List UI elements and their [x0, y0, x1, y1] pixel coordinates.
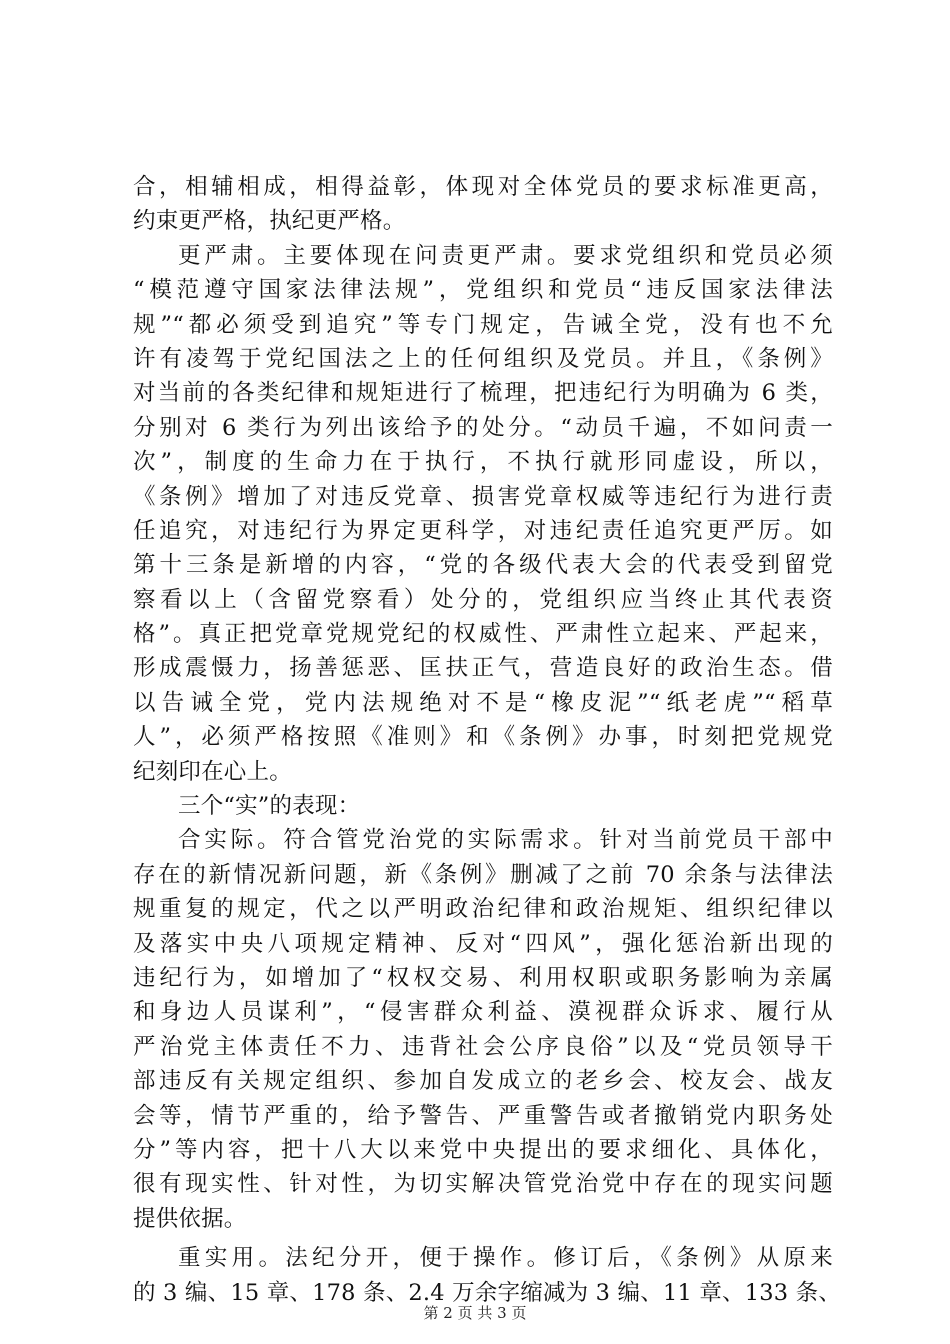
text-line: 合，相辅相成，相得益彰，体现对全体党员的要求标准更高，	[133, 174, 833, 200]
text-line: 严治党主体责任不力、违背社会公序良俗”以及“党员领导干	[133, 1033, 833, 1060]
text-line: 以告诫全党，党内法规绝对不是“橡皮泥”“纸老虎”“稻草	[133, 689, 833, 716]
text-line: 会等，情节严重的，给予警告、严重警告或者撤销党内职务处	[133, 1102, 833, 1129]
text-line: 及落实中央八项规定精神、反对“四风”，强化惩治新出现的	[133, 930, 833, 957]
text-line: 纪刻印在心上。	[133, 758, 292, 785]
text-line: 察看以上（含留党察看）处分的，党组织应当终止其代表资	[133, 586, 833, 613]
text-line: 更严肃。主要体现在问责更严肃。要求党组织和党员必须	[178, 242, 833, 269]
text-line: 次”，制度的生命力在于执行，不执行就形同虚设，所以，	[133, 449, 833, 476]
text-line: 很有现实性、针对性，为切实解决管党治党中存在的现实问题	[133, 1171, 833, 1198]
text-line: 违纪行为，如增加了“权权交易、利用权职或职务影响为亲属	[133, 964, 833, 991]
text-line: “模范遵守国家法律法规”，党组织和党员“违反国家法律法	[133, 277, 833, 304]
text-line: 和身边人员谋利”，“侵害群众利益、漠视群众诉求、履行从	[133, 999, 833, 1026]
text-line: 人”，必须严格按照《准则》和《条例》办事，时刻把党规党	[133, 724, 833, 751]
text-line: 分别对 6 类行为列出该给予的处分。“动员千遍，不如问责一	[133, 414, 833, 441]
text-line: 《条例》增加了对违反党章、损害党章权威等违纪行为进行责	[133, 483, 833, 510]
text-line: 许有凌驾于党纪国法之上的任何组织及党员。并且，《条例》	[133, 345, 833, 372]
text-line: 的 3 编、15 章、178 条、2.4 万余字缩减为 3 编、11 章、133 条、	[133, 1279, 842, 1306]
text-line: 重实用。法纪分开，便于操作。修订后，《条例》从原来	[178, 1245, 833, 1272]
text-line: 规”“都必须受到追究”等专门规定，告诫全党，没有也不允	[133, 311, 833, 338]
text-line: 规重复的规定，代之以严明政治纪律和政治规矩、组织纪律以	[133, 896, 833, 923]
text-line: 存在的新情况新问题，新《条例》删减了之前 70 余条与法律法	[133, 861, 833, 888]
text-line: 对当前的各类纪律和规矩进行了梳理，把违纪行为明确为 6 类，	[133, 380, 833, 407]
text-line: 任追究，对违纪行为界定更科学，对违纪责任追究更严厉。如	[133, 517, 833, 544]
section-heading: 三个“实”的表现：	[178, 793, 361, 820]
text-line: 形成震慑力，扬善惩恶、匡扶正气，营造良好的政治生态。借	[133, 655, 833, 682]
text-line: 部违反有关规定组织、参加自发成立的老乡会、校友会、战友	[133, 1068, 833, 1095]
text-line: 第十三条是新增的内容，“党的各级代表大会的代表受到留党	[133, 552, 833, 579]
text-line: 分”等内容，把十八大以来党中央提出的要求细化、具体化，	[133, 1136, 833, 1163]
text-line: 合实际。符合管党治党的实际需求。针对当前党员干部中	[178, 827, 833, 854]
body-text	[133, 170, 842, 1310]
page-footer: 第 2 页 共 3 页	[423, 1304, 527, 1322]
text-line: 提供依据。	[133, 1205, 247, 1232]
text-line: 约束更严格，执纪更严格。	[133, 208, 406, 235]
text-line: 格”。真正把党章党规党纪的权威性、严肃性立起来、严起来，	[133, 621, 833, 648]
